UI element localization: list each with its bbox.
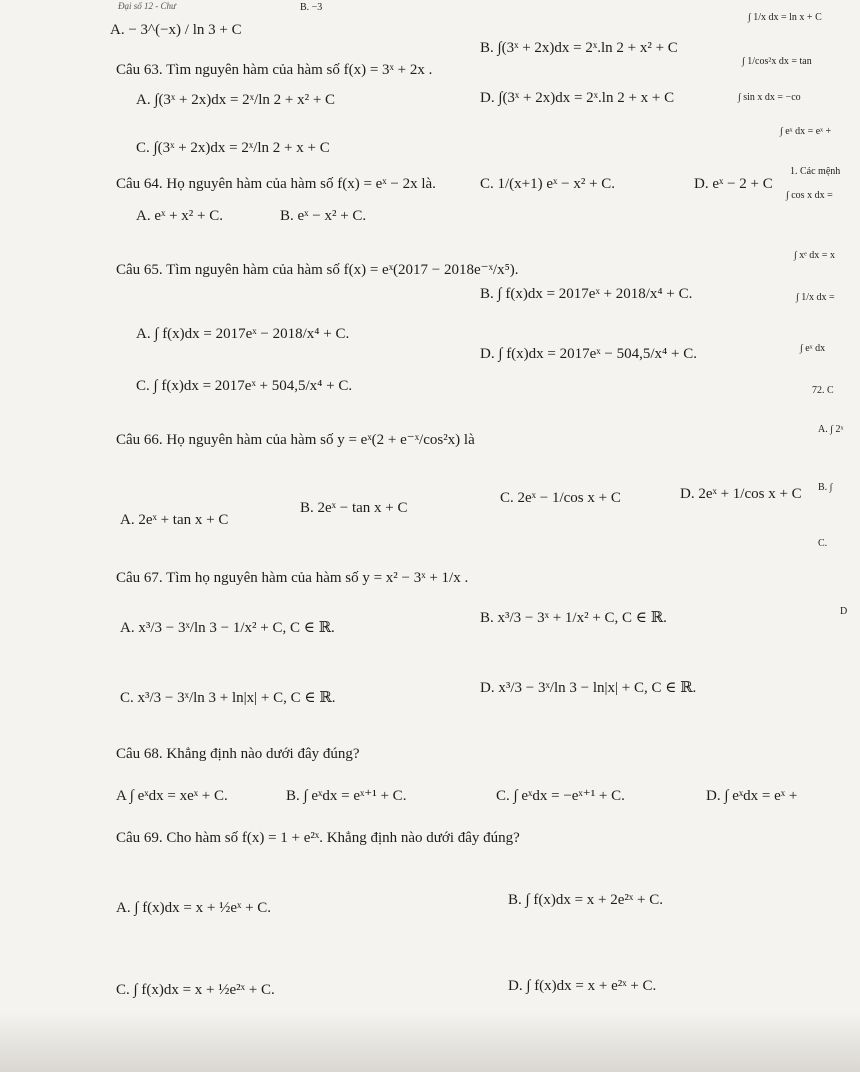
question-65-option-c: C. ∫ f(x)dx = 2017eˣ + 504,5/x⁴ + C.	[136, 378, 353, 394]
question-66-option-b: B. 2eˣ − tan x + C	[300, 500, 408, 516]
question-67-option-d: D. x³/3 − 3ˣ/ln 3 − ln|x| + C, C ∈ ℝ.	[480, 680, 697, 696]
top-option-b: B. −3	[300, 2, 323, 13]
question-68-option-a: A ∫ eˣdx = xeˣ + C.	[116, 788, 228, 804]
right-option-d: D	[840, 606, 848, 617]
right-heading-5: 1. Các mệnh	[790, 166, 841, 177]
question-68-title: Câu 68. Khẳng định nào dưới đây đúng?	[116, 746, 360, 762]
question-69-option-c: C. ∫ f(x)dx = x + ½e²ˣ + C.	[116, 982, 275, 998]
right-formula-7: ∫ xᵉ dx = x	[794, 250, 835, 261]
right-formula-9: ∫ eˣ dx	[800, 343, 826, 354]
question-67-option-c: C. x³/3 − 3ˣ/ln 3 + ln|x| + C, C ∈ ℝ.	[120, 690, 336, 706]
page-header-source: Đại số 12 - Chư	[118, 1, 176, 11]
question-66-option-c: C. 2eˣ − 1/cos x + C	[500, 490, 621, 506]
right-option-a: A. ∫ 2ˣ	[818, 424, 844, 435]
question-63-option-c: C. ∫(3ˣ + 2x)dx = 2ˣ/ln 2 + x + C	[136, 140, 330, 156]
question-64-option-d: D. eˣ − 2 + C	[694, 176, 773, 192]
question-69-title: Câu 69. Cho hàm số f(x) = 1 + e²ˣ. Khẳng định nào dưới đây đúng?	[116, 830, 520, 846]
question-68-option-c: C. ∫ eˣdx = −eˣ⁺¹ + C.	[496, 788, 625, 804]
question-67-option-b: B. x³/3 − 3ˣ + 1/x² + C, C ∈ ℝ.	[480, 610, 667, 626]
right-formula-2: ∫ 1/cos²x dx = tan	[742, 56, 812, 67]
question-64-option-b: B. eˣ − x² + C.	[280, 208, 367, 224]
question-66-option-d: D. 2eˣ + 1/cos x + C	[680, 486, 802, 502]
right-option-b: B. ∫	[818, 482, 833, 493]
question-64-option-a: A. eˣ + x² + C.	[136, 208, 223, 224]
right-formula-3: ∫ sin x dx = −co	[738, 92, 801, 103]
question-63-option-b: B. ∫(3ˣ + 2x)dx = 2ˣ.ln 2 + x² + C	[480, 40, 678, 56]
right-formula-6: ∫ cos x dx =	[786, 190, 833, 201]
question-69-option-b: B. ∫ f(x)dx = x + 2e²ˣ + C.	[508, 892, 663, 908]
question-69-option-d: D. ∫ f(x)dx = x + e²ˣ + C.	[508, 978, 657, 994]
right-formula-4: ∫ eˣ dx = eˣ +	[780, 126, 832, 137]
question-65-option-d: D. ∫ f(x)dx = 2017eˣ − 504,5/x⁴ + C.	[480, 346, 697, 362]
question-67-option-a: A. x³/3 − 3ˣ/ln 3 − 1/x² + C, C ∈ ℝ.	[120, 620, 335, 636]
right-formula-1: ∫ 1/x dx = ln x + C	[748, 12, 822, 23]
page-bottom-shadow	[0, 1012, 860, 1072]
question-68-option-d: D. ∫ eˣdx = eˣ +	[706, 788, 798, 804]
question-63-title: Câu 63. Tìm nguyên hàm của hàm số f(x) = 3ˣ + 2x .	[116, 62, 433, 78]
question-69-option-a: A. ∫ f(x)dx = x + ½eˣ + C.	[116, 900, 272, 916]
question-64-option-c: C. 1/(x+1) eˣ − x² + C.	[480, 176, 616, 192]
right-formula-8: ∫ 1/x dx =	[796, 292, 835, 303]
question-63-option-d: D. ∫(3ˣ + 2x)dx = 2ˣ.ln 2 + x + C	[480, 90, 675, 106]
right-option-c: C.	[818, 538, 828, 549]
question-68-option-b: B. ∫ eˣdx = eˣ⁺¹ + C.	[286, 788, 407, 804]
question-65-title: Câu 65. Tìm nguyên hàm của hàm số f(x) = eˣ(2017 − 2018e⁻ˣ/x⁵).	[116, 262, 519, 278]
question-65-option-b: B. ∫ f(x)dx = 2017eˣ + 2018/x⁴ + C.	[480, 286, 693, 302]
top-option-a: A. − 3^(−x) / ln 3 + C	[110, 22, 242, 38]
question-64-title: Câu 64. Họ nguyên hàm của hàm số f(x) = eˣ − 2x là.	[116, 176, 436, 192]
question-63-option-a: A. ∫(3ˣ + 2x)dx = 2ˣ/ln 2 + x² + C	[136, 92, 336, 108]
question-66-option-a: A. 2eˣ + tan x + C	[120, 512, 229, 528]
question-67-title: Câu 67. Tìm họ nguyên hàm của hàm số y = x² − 3ˣ + 1/x .	[116, 570, 469, 586]
right-question-72: 72. C	[812, 385, 834, 396]
question-66-title: Câu 66. Họ nguyên hàm của hàm số y = eˣ(2 + e⁻ˣ/cos²x) là	[116, 432, 475, 448]
question-65-option-a: A. ∫ f(x)dx = 2017eˣ − 2018/x⁴ + C.	[136, 326, 350, 342]
